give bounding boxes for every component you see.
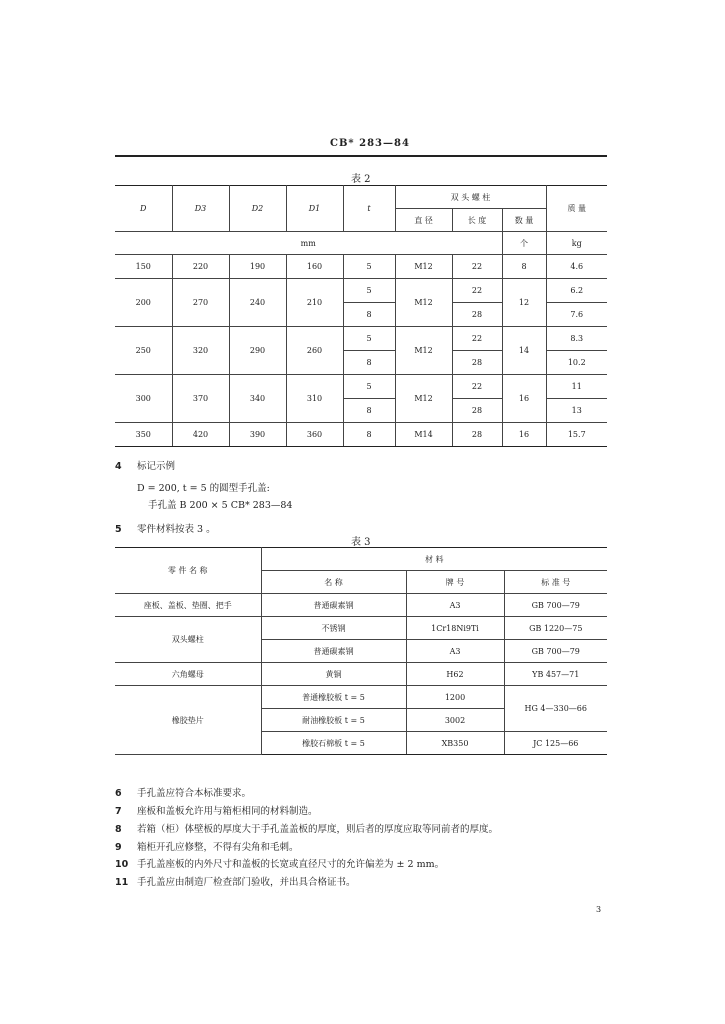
cell-t: 5	[343, 279, 395, 303]
cell-standard: GB 1220—75	[504, 617, 607, 640]
cell-mass: 7.6	[546, 303, 607, 327]
note-text: 手孔盖座板的内外尺寸和盖板的长宽或直径尺寸的允许偏差为 ± 2 mm。	[137, 859, 445, 870]
cell-count: 16	[502, 375, 546, 423]
table-row	[115, 423, 607, 447]
note-text: 零件材料按表 3 。	[137, 524, 216, 535]
col-D1: D1	[286, 186, 343, 232]
note-number: 4	[115, 461, 122, 472]
cell-D2: 390	[229, 423, 286, 447]
cell-diameter: M14	[395, 423, 452, 447]
unit-kg: kg	[546, 232, 607, 255]
note-text: 手孔盖应符合本标准要求。	[137, 788, 252, 799]
cell-D1: 260	[286, 327, 343, 375]
cell-grade: 3002	[406, 709, 504, 732]
note-text: 若箱（柜）体壁板的厚度大于手孔盖盖板的厚度，则后者的厚度应取等同前者的厚度。	[137, 824, 499, 835]
cell-standard: YB 457—71	[504, 663, 607, 686]
cell-t: 8	[343, 351, 395, 375]
cell-mass: 8.3	[546, 327, 607, 351]
col-stud-count: 数 量	[502, 209, 546, 232]
cell-D: 300	[115, 375, 172, 423]
cell-material-name: 橡胶石棉板 t = 5	[261, 732, 406, 755]
note-number: 11	[115, 877, 129, 888]
col-material-name: 名 称	[261, 571, 406, 594]
cell-part: 橡胶垫片	[115, 686, 261, 755]
cell-grade: A3	[406, 640, 504, 663]
note-number: 9	[115, 842, 122, 853]
cell-mass: 13	[546, 399, 607, 423]
cell-D1: 210	[286, 279, 343, 327]
unit-count: 个	[502, 232, 546, 255]
table-row	[115, 255, 607, 279]
note-number: 7	[115, 806, 122, 817]
cell-diameter: M12	[395, 375, 452, 423]
table-row	[115, 279, 607, 303]
stud-group-header: 双 头 螺 柱	[395, 186, 546, 209]
cell-grade: 1Cr18Ni9Ti	[406, 617, 504, 640]
note-number: 6	[115, 788, 122, 799]
cell-D: 200	[115, 279, 172, 327]
cell-D1: 310	[286, 375, 343, 423]
col-t: t	[343, 186, 395, 232]
cell-length: 28	[452, 351, 502, 375]
col-part-name: 零 件 名 称	[115, 548, 261, 594]
cell-length: 22	[452, 375, 502, 399]
cell-diameter: M12	[395, 327, 452, 375]
marking-heading	[115, 458, 175, 472]
note-item	[115, 856, 444, 870]
cell-t: 5	[343, 375, 395, 399]
table-row	[115, 375, 607, 399]
cell-standard: GB 700—79	[504, 594, 607, 617]
cell-mass: 10.2	[546, 351, 607, 375]
col-stud-length: 长 度	[452, 209, 502, 232]
cell-t: 5	[343, 255, 395, 279]
col-material: 材 料	[261, 548, 607, 571]
col-D: D	[115, 186, 172, 232]
header-rule	[115, 155, 607, 157]
table-row	[115, 663, 607, 686]
cell-grade: 1200	[406, 686, 504, 709]
col-stud-diameter: 直 径	[395, 209, 452, 232]
col-mass: 质 量	[546, 186, 607, 232]
cell-material-name: 黄铜	[261, 663, 406, 686]
note-number: 8	[115, 824, 122, 835]
cell-count: 12	[502, 279, 546, 327]
table2	[115, 185, 607, 447]
cell-diameter: M12	[395, 279, 452, 327]
page-number: 3	[596, 905, 602, 914]
cell-D3: 420	[172, 423, 229, 447]
cell-length: 28	[452, 303, 502, 327]
cell-D2: 240	[229, 279, 286, 327]
note-item	[115, 803, 318, 817]
cell-standard: GB 700—79	[504, 640, 607, 663]
cell-count: 16	[502, 423, 546, 447]
cell-mass: 6.2	[546, 279, 607, 303]
cell-standard: HG 4—330—66	[504, 686, 607, 732]
cell-length: 22	[452, 255, 502, 279]
cell-mass: 15.7	[546, 423, 607, 447]
cell-grade: A3	[406, 594, 504, 617]
cell-D: 350	[115, 423, 172, 447]
table-row	[115, 617, 607, 640]
cell-part: 座板、盖板、垫圈、把手	[115, 594, 261, 617]
table-row	[115, 686, 607, 709]
table2-caption: 表 2	[351, 174, 371, 185]
table-row	[115, 594, 607, 617]
cell-grade: XB350	[406, 732, 504, 755]
table3	[115, 547, 607, 755]
cell-diameter: M12	[395, 255, 452, 279]
cell-t: 8	[343, 399, 395, 423]
cell-D: 150	[115, 255, 172, 279]
cell-t: 8	[343, 423, 395, 447]
cell-length: 28	[452, 423, 502, 447]
cell-material-name: 不锈钢	[261, 617, 406, 640]
unit-mm: mm	[115, 232, 502, 255]
table3-caption: 表 3	[351, 537, 371, 548]
col-standard: 标 准 号	[504, 571, 607, 594]
cell-D2: 290	[229, 327, 286, 375]
note-item	[115, 839, 299, 853]
note-text: 箱柜开孔应修整，不得有尖角和毛刺。	[137, 842, 299, 853]
cell-part: 六角螺母	[115, 663, 261, 686]
materials-intro	[115, 521, 216, 535]
cell-D: 250	[115, 327, 172, 375]
cell-D3: 370	[172, 375, 229, 423]
cell-material-name: 耐油橡胶板 t = 5	[261, 709, 406, 732]
cell-count: 14	[502, 327, 546, 375]
cell-D1: 160	[286, 255, 343, 279]
cell-D1: 360	[286, 423, 343, 447]
cell-length: 22	[452, 279, 502, 303]
cell-D3: 220	[172, 255, 229, 279]
marking-designation: 手孔盖 B 200 × 5 CB* 283—84	[148, 500, 293, 511]
note-text: 标记示例	[137, 461, 176, 472]
cell-material-name: 普通橡胶板 t = 5	[261, 686, 406, 709]
note-number: 5	[115, 524, 122, 535]
cell-part: 双头螺柱	[115, 617, 261, 663]
cell-count: 8	[502, 255, 546, 279]
cell-material-name: 普通碳素钢	[261, 594, 406, 617]
cell-standard: JC 125—66	[504, 732, 607, 755]
note-item	[115, 874, 356, 888]
cell-length: 28	[452, 399, 502, 423]
marking-example-line: D = 200, t = 5 的圆型手孔盖:	[137, 483, 270, 494]
note-item	[115, 821, 498, 835]
col-D3: D3	[172, 186, 229, 232]
cell-D3: 270	[172, 279, 229, 327]
document-code: CB* 283—84	[330, 138, 410, 149]
cell-t: 5	[343, 327, 395, 351]
note-text: 座板和盖板允许用与箱柜相同的材料制造。	[137, 806, 318, 817]
cell-D2: 190	[229, 255, 286, 279]
note-item	[115, 785, 251, 799]
col-D2: D2	[229, 186, 286, 232]
cell-mass: 4.6	[546, 255, 607, 279]
note-text: 手孔盖应由制造厂检查部门验收，并出具合格证书。	[137, 877, 356, 888]
cell-D3: 320	[172, 327, 229, 375]
cell-D2: 340	[229, 375, 286, 423]
cell-material-name: 普通碳素钢	[261, 640, 406, 663]
col-material-grade: 牌 号	[406, 571, 504, 594]
cell-mass: 11	[546, 375, 607, 399]
cell-length: 22	[452, 327, 502, 351]
cell-grade: H62	[406, 663, 504, 686]
table-row	[115, 327, 607, 351]
cell-t: 8	[343, 303, 395, 327]
note-number: 10	[115, 859, 129, 870]
